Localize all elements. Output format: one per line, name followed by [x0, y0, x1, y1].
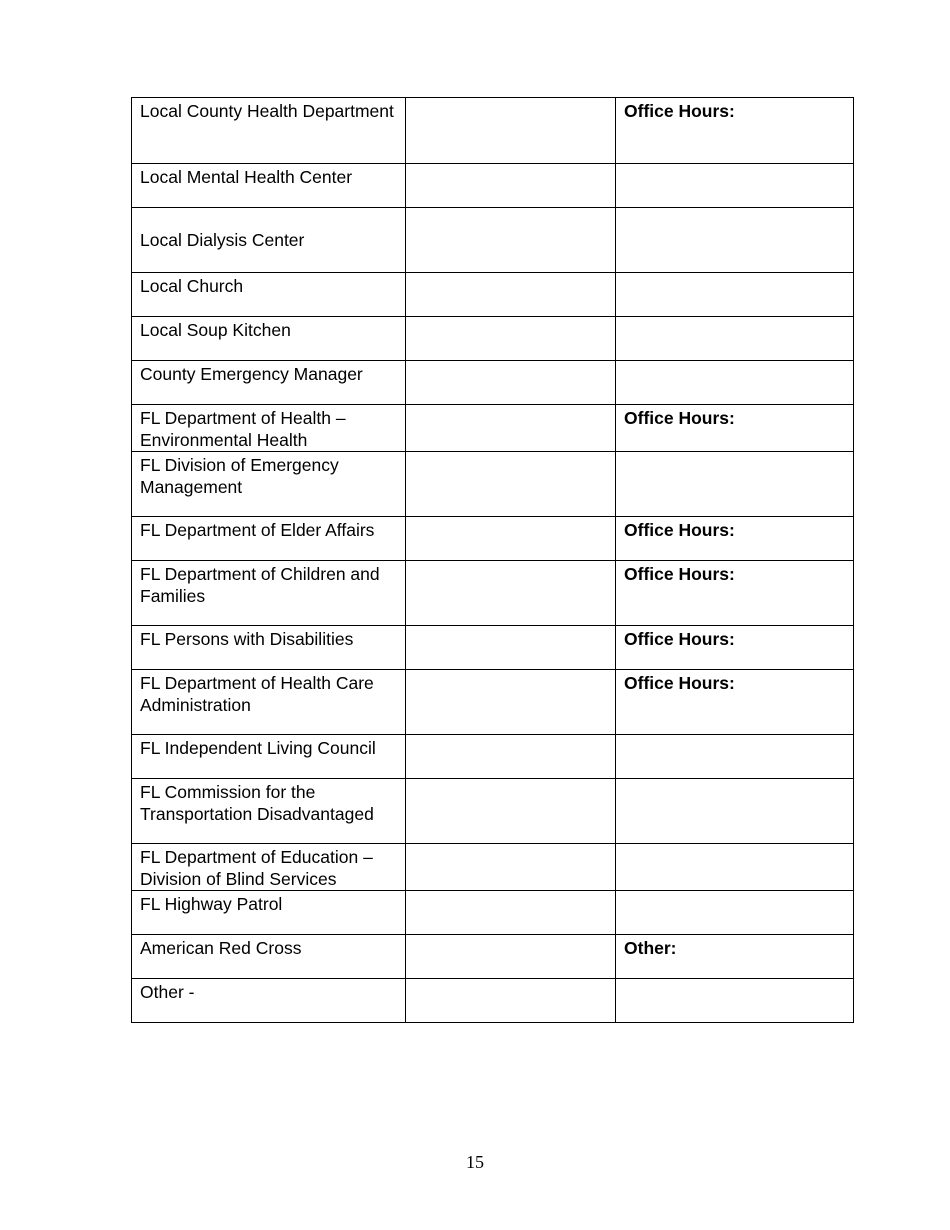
- table-row: [132, 979, 854, 1023]
- notes-cell: [616, 317, 854, 361]
- table-row: [132, 452, 854, 517]
- table-row: [132, 98, 854, 164]
- contacts-table: [131, 97, 854, 1023]
- notes-cell: Office Hours:: [616, 670, 854, 735]
- contact-cell[interactable]: [406, 273, 616, 317]
- agency-cell: American Red Cross: [132, 935, 406, 979]
- table-row: [132, 517, 854, 561]
- table-row: [132, 844, 854, 891]
- table-row: [132, 626, 854, 670]
- contact-cell[interactable]: [406, 935, 616, 979]
- contact-cell[interactable]: [406, 779, 616, 844]
- agency-cell: FL Persons with Disabilities: [132, 626, 406, 670]
- table-row: [132, 405, 854, 452]
- agency-cell: Local Church: [132, 273, 406, 317]
- agency-cell: FL Department of Education – Division of Blind Services: [132, 844, 406, 891]
- notes-cell: Office Hours:: [616, 405, 854, 452]
- agency-cell: Local Dialysis Center: [132, 208, 406, 273]
- table-row: [132, 317, 854, 361]
- agency-cell: Local Soup Kitchen: [132, 317, 406, 361]
- notes-cell: [616, 452, 854, 517]
- page-number: 15: [466, 1152, 484, 1172]
- notes-cell: Office Hours:: [616, 517, 854, 561]
- table-row: [132, 935, 854, 979]
- table-row: [132, 273, 854, 317]
- contact-cell[interactable]: [406, 844, 616, 891]
- table-row: [132, 164, 854, 208]
- notes-cell: [616, 164, 854, 208]
- contact-cell[interactable]: [406, 317, 616, 361]
- table-row: [132, 561, 854, 626]
- agency-cell: FL Independent Living Council: [132, 735, 406, 779]
- notes-cell: [616, 844, 854, 891]
- agency-cell: FL Division of Emergency Management: [132, 452, 406, 517]
- contact-cell[interactable]: [406, 735, 616, 779]
- agency-cell: County Emergency Manager: [132, 361, 406, 405]
- agency-cell: FL Department of Health – Environmental Health: [132, 405, 406, 452]
- notes-cell: [616, 735, 854, 779]
- contact-cell[interactable]: [406, 670, 616, 735]
- agency-cell: FL Commission for the Transportation Disadvantaged: [132, 779, 406, 844]
- agency-cell: FL Department of Health Care Administration: [132, 670, 406, 735]
- notes-cell: Office Hours:: [616, 561, 854, 626]
- table-row: [132, 891, 854, 935]
- agency-cell: Local Mental Health Center: [132, 164, 406, 208]
- notes-cell: [616, 779, 854, 844]
- notes-cell: Office Hours:: [616, 626, 854, 670]
- notes-cell: Office Hours:: [616, 98, 854, 164]
- contact-cell[interactable]: [406, 361, 616, 405]
- table-row: [132, 779, 854, 844]
- contact-cell[interactable]: [406, 164, 616, 208]
- table-row: [132, 208, 854, 273]
- agency-cell: Other -: [132, 979, 406, 1023]
- contact-cell[interactable]: [406, 979, 616, 1023]
- notes-cell: [616, 979, 854, 1023]
- contact-cell[interactable]: [406, 208, 616, 273]
- agency-cell: FL Highway Patrol: [132, 891, 406, 935]
- table-row: [132, 670, 854, 735]
- agency-cell: FL Department of Children and Families: [132, 561, 406, 626]
- contact-cell[interactable]: [406, 98, 616, 164]
- notes-cell: [616, 361, 854, 405]
- contact-cell[interactable]: [406, 626, 616, 670]
- contact-cell[interactable]: [406, 452, 616, 517]
- contact-cell[interactable]: [406, 517, 616, 561]
- agency-cell: FL Department of Elder Affairs: [132, 517, 406, 561]
- contact-cell[interactable]: [406, 891, 616, 935]
- contact-cell[interactable]: [406, 405, 616, 452]
- notes-cell: [616, 273, 854, 317]
- notes-cell: [616, 208, 854, 273]
- contact-cell[interactable]: [406, 561, 616, 626]
- notes-cell: [616, 891, 854, 935]
- table-row: [132, 361, 854, 405]
- agency-cell: Local County Health Department: [132, 98, 406, 164]
- table-row: [132, 735, 854, 779]
- notes-cell: Other:: [616, 935, 854, 979]
